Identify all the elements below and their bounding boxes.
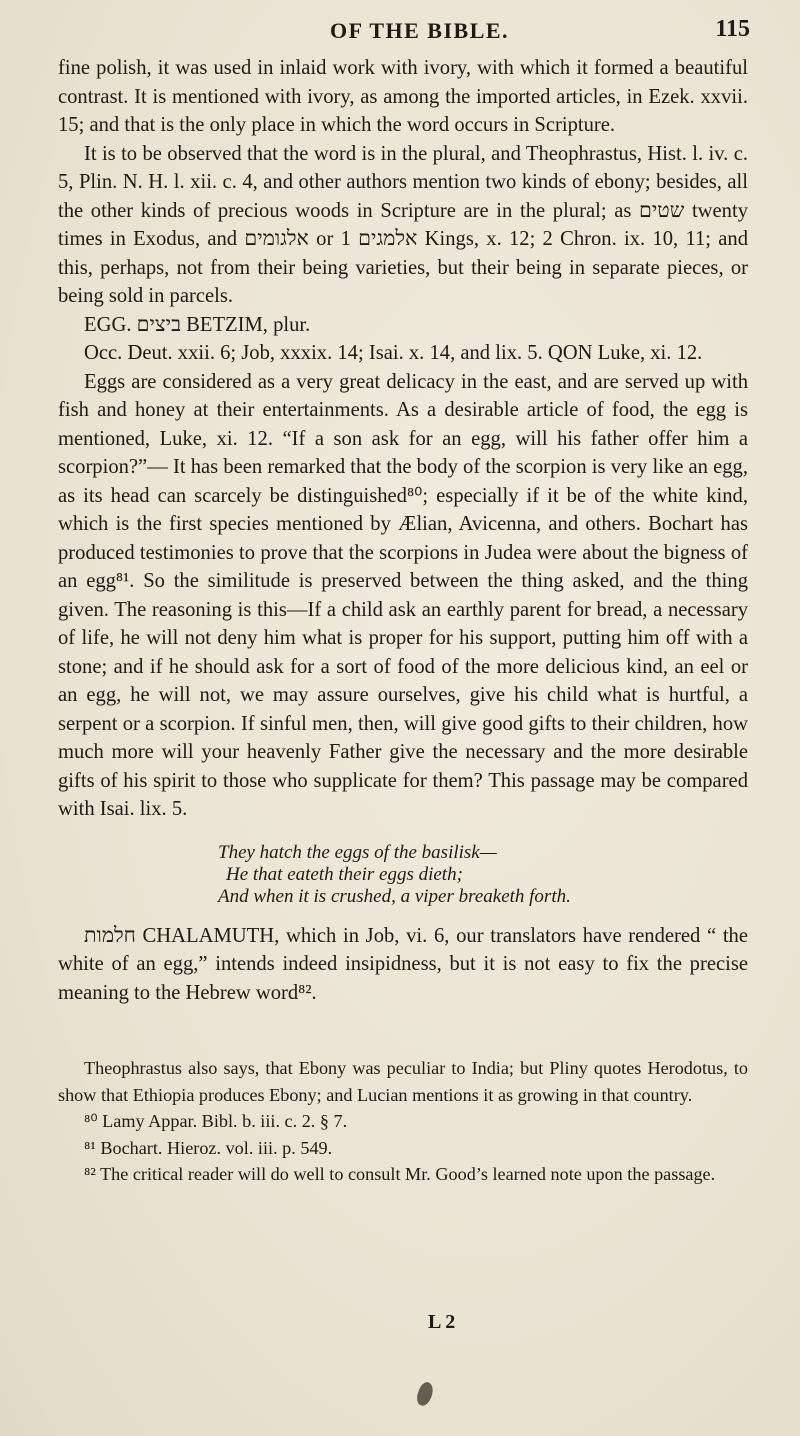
page-header [60,16,750,50]
poem-line: They hatch the eggs of the basilisk— [218,841,497,863]
footnote-82: ⁸² The critical reader will do well to consult Mr. Good’s learned note upon the passage. [84,1164,716,1184]
main-text [58,54,748,1007]
poem-line: He that eateth their eggs dieth; [226,863,463,885]
footnote-80: ⁸⁰ Lamy Appar. Bibl. b. iii. c. 2. § 7. [84,1111,348,1131]
paragraph-ebony-plural: It is to be observed that the word is in the plural, and Theophrastus, Hist. l. iv. c. 5, Plin. N. H. l. xii. c. 4, and other authors mention two kinds of ebony; besides, all the other kinds of precious woods in Scripture are in the plural; as שטים twenty times in Exodus, and אלגומים or אלמגים 1 Kings, x. 12; 2 Chron. ix. 10, 11; and this, perhaps, not from their being varieties, but their being in separate pieces, or being sold in parcels. [58,142,748,307]
entry-heading-egg: EGG. ביצים BETZIM, plur. [84,313,311,336]
paragraph-chalamuth: חלמות CHALAMUTH, which in Job, vi. 6, our translators have rendered “ the white of an egg,” intends indeed insipidness, but it is not easy to fix the precise meaning to the Hebrew word⁸². [58,924,748,1004]
entry-occurrences: Occ. Deut. xxii. 6; Job, xxxix. 14; Isai. x. 14, and lix. 5. QON Luke, xi. 12. [84,342,703,364]
footnotes [58,1055,748,1188]
page-number: 115 [715,16,750,42]
poem-quotation [218,842,748,908]
paragraph-ebony-continued: fine polish, it was used in inlaid work with ivory, with which it formed a beautiful contrast. It is mentioned with ivory, as among the imported articles, in Ezek. xxvii. 15; and that is the only place in which the word occurs in Scripture. [58,57,748,136]
ink-smudge [414,1380,435,1407]
entry-text-egg: Eggs are considered as a very great delicacy in the east, and are served up with fish and honey at their entertainments. As a desirable article of food, the egg is mentioned, Luke, xi. 12. “If a son ask for an egg, will his father offer him a scorpion?”— It has been remarked that the body of the scorpion is very like an egg, as its head can scarcely be distinguished⁸⁰; especially if it be of the white kind, which is the first species mentioned by Ælian, Avicenna, and others. Bochart has produced testimonies to prove that the scorpions in Judea were about the bigness of an egg⁸¹. So the similitude is preserved between the thing asked, and the thing given. The reasoning is this—If a child ask an earthly parent for bread, a necessary of life, he will not deny him what is proper for his support, putting him off with a stone; and if he should ask for a sort of food of the more delicious kind, an eel or an egg, he will not, we may assure ourselves, give his child what is hurtful, a serpent or a scorpion. If sinful men, then, will give good gifts to their children, how much more will your heavenly Father give the necessary and the more desirable gifts of his spirit to those who supplicate for them? This passage may be compared with Isai. lix. 5. [58,370,748,820]
signature-mark: L 2 [428,1311,456,1333]
footnote-81: ⁸¹ Bochart. Hieroz. vol. iii. p. 549. [84,1137,333,1158]
running-head: OF THE BIBLE. [330,18,510,43]
poem-line: And when it is crushed, a viper breaketh forth. [218,885,571,907]
footnote-continued: Theophrastus also says, that Ebony was peculiar to India; but Pliny quotes Herodotus, to show that Ethiopia produces Ebony; and Lucian mentions it as growing in that country. [58,1058,748,1105]
